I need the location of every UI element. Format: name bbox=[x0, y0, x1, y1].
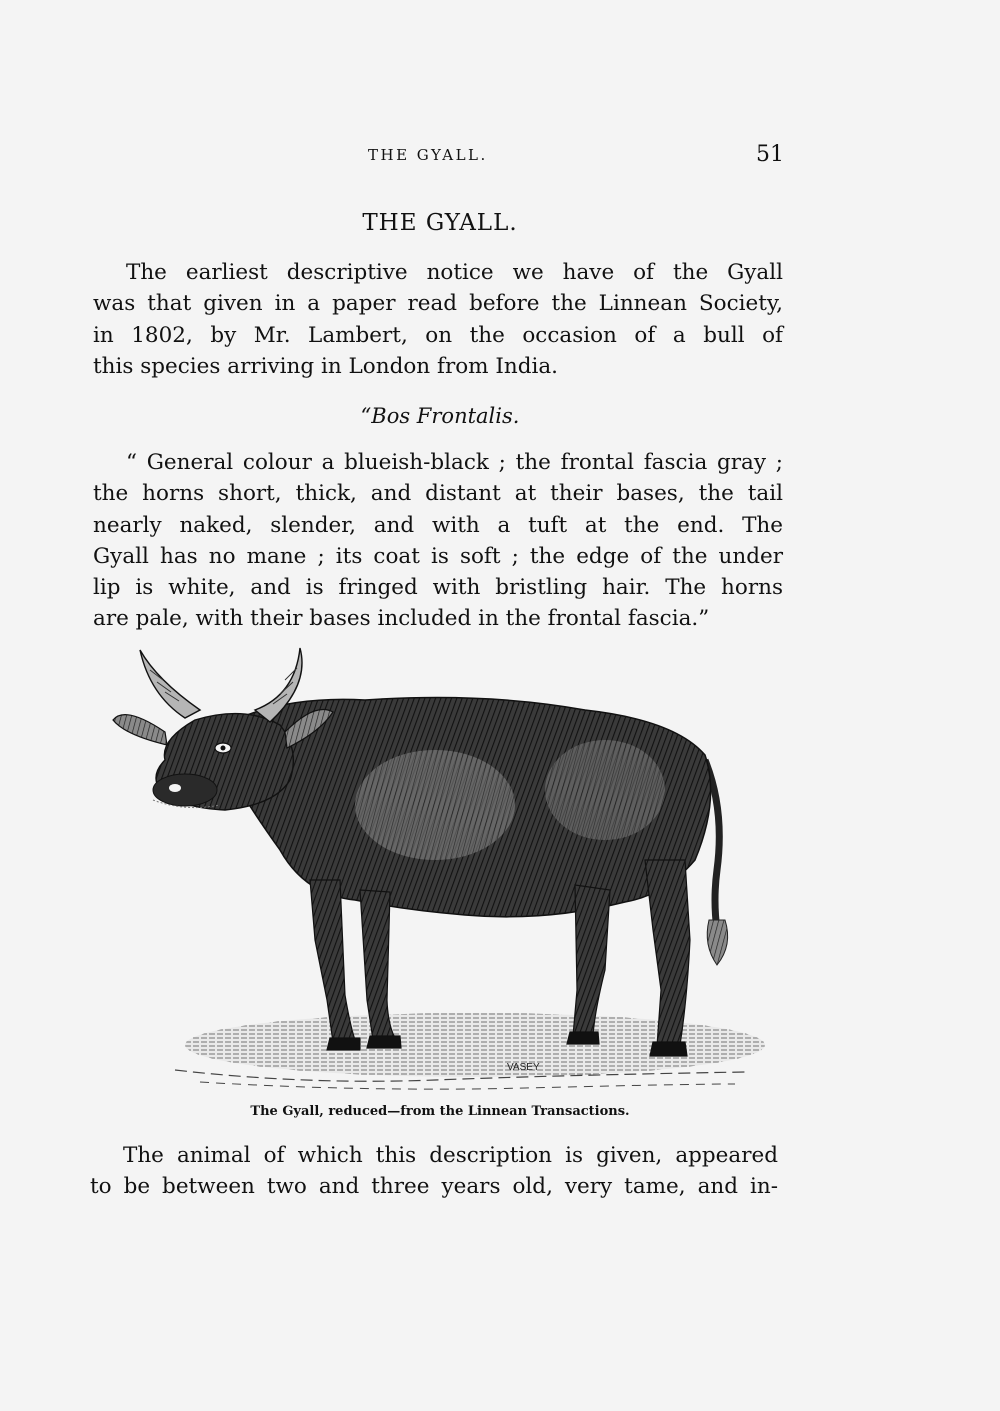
description-line: lip is white, and is fringed with bristling hair. The horns bbox=[93, 575, 783, 601]
intro-line: this species arriving in London from India. bbox=[93, 353, 559, 379]
intro-line: The earliest descriptive notice we have of the Gyall bbox=[126, 260, 783, 285]
intro-line: was that given in a paper read before the Linnean Society, bbox=[93, 291, 783, 317]
page-number: 51 bbox=[756, 142, 784, 167]
gyall-engraving bbox=[105, 640, 770, 1095]
closing-line: The animal of which this description is given, appeared bbox=[123, 1143, 778, 1168]
description-paragraph bbox=[93, 447, 783, 635]
description-line: “ General colour a blueish-black ; the frontal fascia gray ; bbox=[126, 450, 783, 475]
figure-caption: The Gyall, reduced—from the Linnean Transactions. bbox=[250, 1104, 630, 1119]
running-head: THE GYALL. bbox=[368, 146, 488, 164]
description-line: the horns short, thick, and distant at their bases, the tail bbox=[93, 481, 783, 507]
section-title: THE GYALL. bbox=[362, 210, 518, 236]
gyall-head bbox=[153, 714, 293, 810]
intro-line: in 1802, by Mr. Lambert, on the occasion of a bull of bbox=[93, 322, 783, 348]
species-heading: “Bos Frontalis. bbox=[360, 404, 520, 428]
engraver-signature: VASEY bbox=[507, 1062, 540, 1073]
description-line: Gyall has no mane ; its coat is soft ; the edge of the under bbox=[93, 543, 783, 569]
horns bbox=[140, 648, 302, 722]
closing-line: to be between two and three years old, very tame, and in- bbox=[90, 1174, 778, 1200]
intro-paragraph bbox=[93, 257, 783, 382]
closing-paragraph bbox=[90, 1140, 778, 1203]
description-line: are pale, with their bases included in the frontal fascia.” bbox=[93, 606, 710, 632]
description-line: nearly naked, slender, and with a tuft at the end. The bbox=[93, 512, 783, 538]
